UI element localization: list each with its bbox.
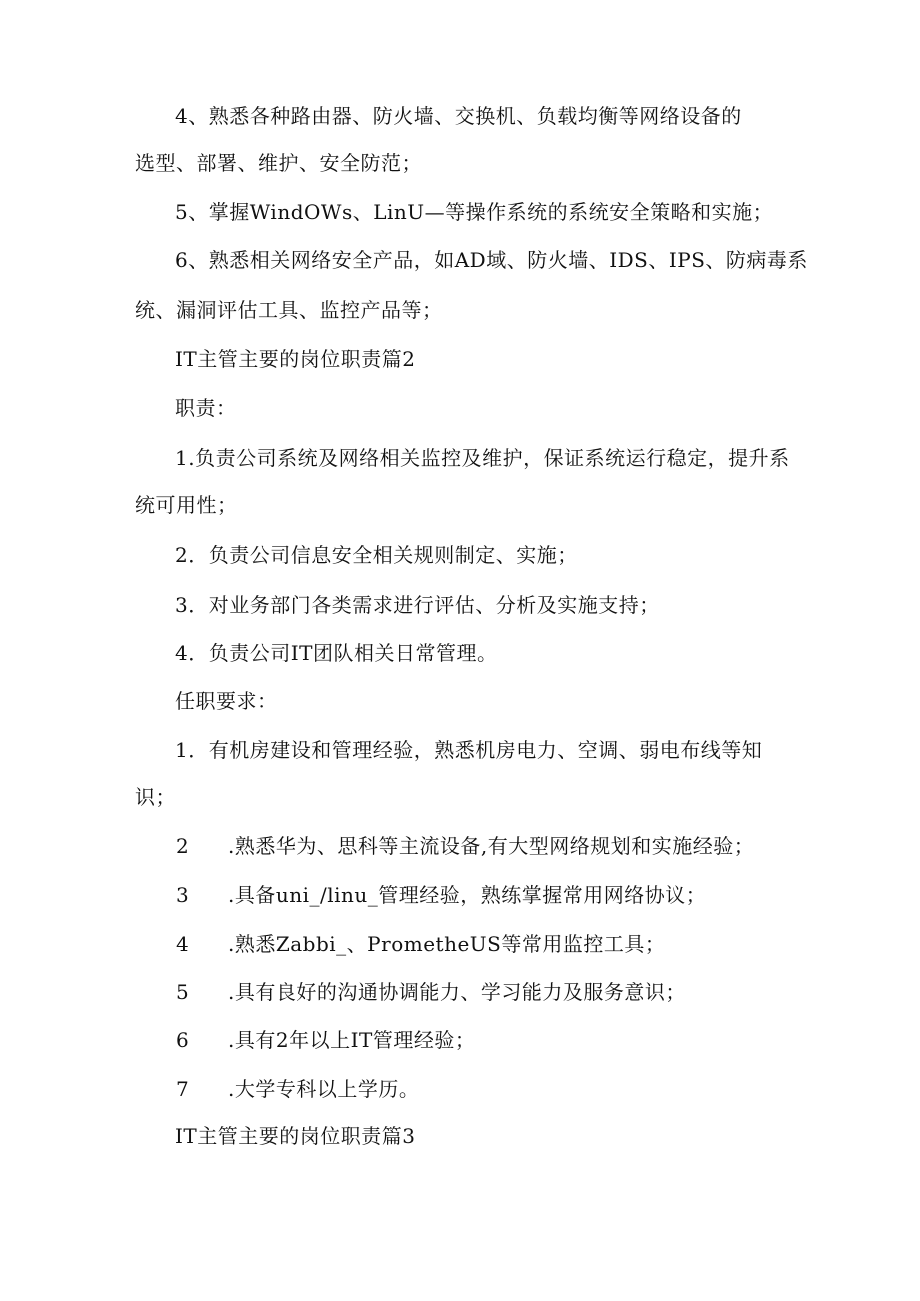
requirement-number: 3: [176, 883, 189, 907]
paragraph-line: 统、漏洞评估工具、监控产品等；: [135, 298, 443, 322]
requirement-number: 4: [176, 932, 189, 956]
subsection-label: 职责：: [175, 396, 237, 420]
requirement-number: 5: [176, 980, 189, 1004]
requirement-text: .具有良好的沟通协调能力、学习能力及服务意识；: [228, 980, 686, 1004]
paragraph-line: 3．对业务部门各类需求进行评估、分析及实施支持；: [175, 593, 660, 617]
paragraph-line: 5、掌握WindOWs、LinU—等操作系统的系统安全策略和实施；: [175, 200, 774, 224]
paragraph-line: 1.负责公司系统及网络相关监控及维护，保证系统运行稳定，提升系: [175, 446, 790, 470]
requirement-number: 6: [176, 1028, 189, 1052]
paragraph-line: 识；: [135, 785, 176, 809]
paragraph-line: 6、熟悉相关网络安全产品，如AD域、防火墙、IDS、IPS、防病毒系: [175, 248, 808, 272]
requirement-text: .具备uni_/linu_管理经验，熟练掌握常用网络协议；: [228, 883, 707, 907]
requirement-text: .具有2年以上IT管理经验；: [228, 1028, 476, 1052]
subsection-label: 任职要求：: [175, 689, 278, 713]
paragraph-line: 1．有机房建设和管理经验，熟悉机房电力、空调、弱电布线等知: [175, 738, 763, 762]
paragraph-line: 4、熟悉各种路由器、防火墙、交换机、负载均衡等网络设备的: [175, 104, 742, 128]
section-heading: IT主管主要的岗位职责篇3: [175, 1124, 416, 1148]
paragraph-line: 选型、部署、维护、安全防范；: [135, 151, 422, 175]
paragraph-line: 统可用性；: [135, 493, 238, 517]
requirement-number: 7: [176, 1077, 189, 1101]
requirement-text: .熟悉Zabbi_、PrometheUS等常用监控工具；: [228, 932, 666, 956]
requirement-number: 2: [176, 834, 189, 858]
section-heading: IT主管主要的岗位职责篇2: [175, 347, 416, 371]
requirement-text: .大学专科以上学历。: [228, 1077, 420, 1101]
paragraph-line: 4．负责公司IT团队相关日常管理。: [175, 641, 498, 665]
paragraph-line: 2．负责公司信息安全相关规则制定、实施；: [175, 543, 578, 567]
requirement-text: .熟悉华为、思科等主流设备,有大型网络规划和实施经验；: [228, 834, 755, 858]
